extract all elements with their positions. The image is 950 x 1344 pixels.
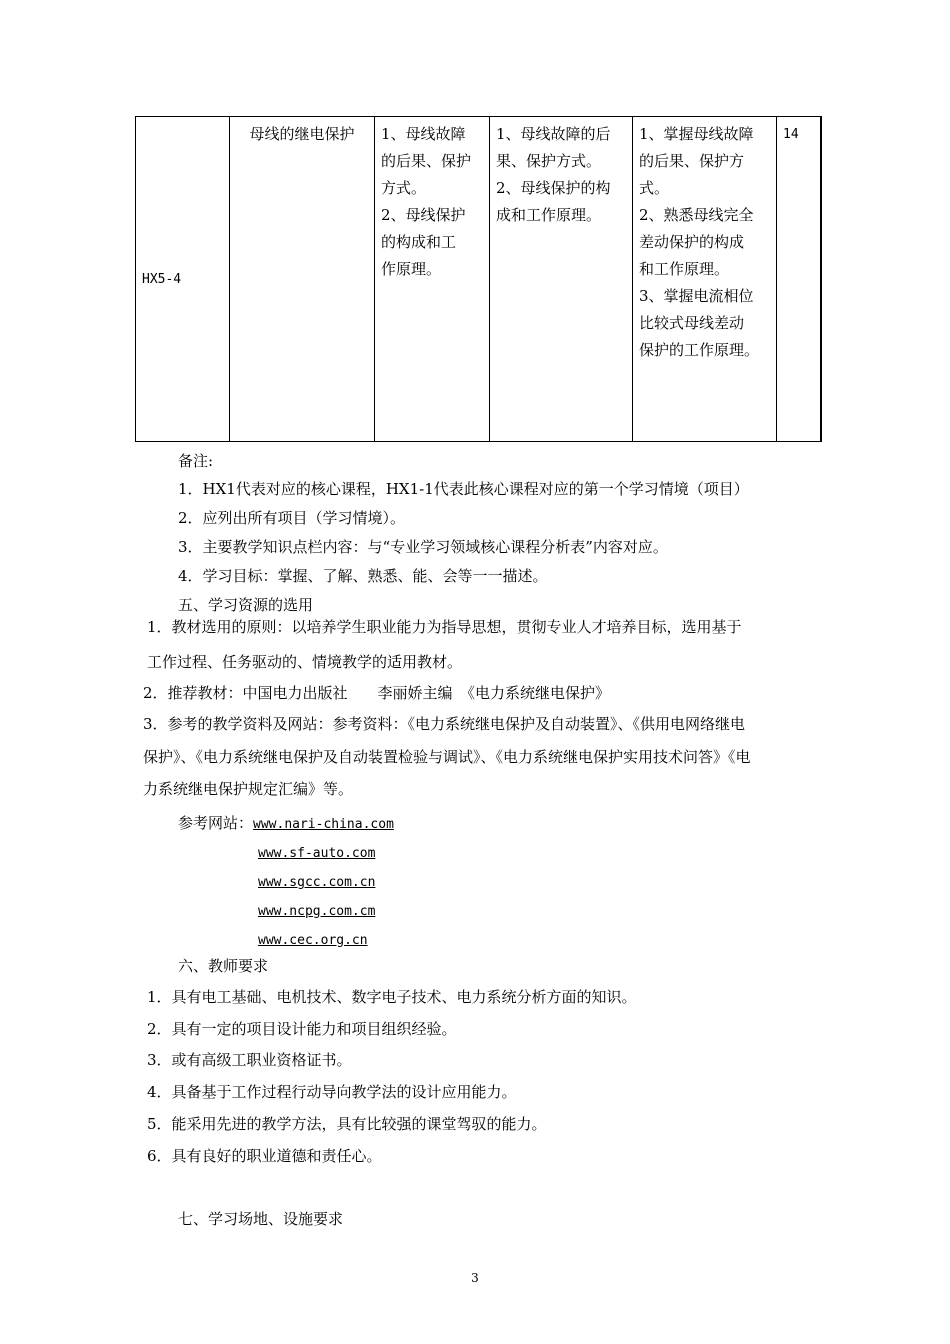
section5-paragraph: 力系统继电保护规定汇编》等。 (143, 780, 354, 798)
note-item: 2．应列出所有项目（学习情境）。 (178, 509, 406, 527)
website-link[interactable]: www.cec.org.cn (258, 933, 368, 948)
goal-line: 3、掌握电流相位 (639, 287, 754, 305)
websites-row (258, 929, 368, 951)
teacher-requirement: 2．具有一定的项目设计能力和项目组织经验。 (147, 1020, 457, 1038)
websites-row (258, 871, 375, 893)
content-line: 2、母线保护 (381, 206, 466, 224)
knowledge-points-cell (490, 117, 633, 442)
section5-paragraph: 2．推荐教材：中国电力出版社 李丽娇主编 《电力系统继电保护》 (143, 684, 611, 702)
page-number: 3 (471, 1271, 479, 1285)
section5-paragraph: 3．参考的教学资料及网站：参考资料：《电力系统继电保护及自动装置》、《供用电网络继电 (143, 715, 746, 733)
goal-line: 差动保护的构成 (639, 233, 745, 251)
websites-row (258, 842, 375, 864)
website-link[interactable]: www.ncpg.com.cm (258, 904, 376, 919)
knowledge-line: 1、母线故障的后 (496, 125, 611, 143)
situation-code-text: HX5-4 (142, 271, 182, 287)
content-line: 的后果、保护 (381, 152, 472, 170)
table-row (136, 117, 821, 442)
websites-row (178, 813, 394, 835)
learning-content-cell (375, 117, 490, 442)
note-item: 1．HX1代表对应的核心课程，HX1-1代表此核心课程对应的第一个学习情境（项目） (178, 480, 749, 498)
content-line: 的构成和工 (381, 233, 457, 251)
goal-line: 保护的工作原理。 (639, 341, 760, 359)
notes-heading: 备注: (178, 452, 214, 470)
teacher-requirement: 5．能采用先进的教学方法，具有比较强的课堂驾驭的能力。 (147, 1115, 547, 1133)
section5-paragraph: 1．教材选用的原则：以培养学生职业能力为指导思想，贯彻专业人才培养目标，选用基于 (147, 618, 742, 636)
goal-line: 2、熟悉母线完全 (639, 206, 754, 224)
goal-line: 的后果、保护方 (639, 152, 745, 170)
websites-row (258, 900, 375, 922)
teacher-requirement: 4．具备基于工作过程行动导向教学法的设计应用能力。 (147, 1083, 517, 1101)
situation-code (136, 117, 230, 442)
knowledge-line: 果、保护方式。 (496, 152, 602, 170)
goal-line: 1、掌握母线故障 (639, 125, 754, 143)
course-table (135, 116, 822, 442)
content-line: 作原理。 (381, 260, 442, 278)
website-link[interactable]: www.sf-auto.com (258, 846, 376, 861)
hours-text: 14 (783, 127, 799, 142)
website-link[interactable]: www.sgcc.com.cn (258, 875, 376, 890)
section5-heading: 五、学习资源的选用 (178, 596, 314, 614)
website-link[interactable]: www.nari-china.com (253, 817, 394, 832)
section7-heading: 七、学习场地、设施要求 (178, 1210, 344, 1228)
content-line: 1、母线故障 (381, 125, 466, 143)
situation-title-text: 母线的继电保护 (249, 125, 355, 143)
learning-goals-cell (633, 117, 777, 442)
section5-paragraph: 工作过程、任务驱动的、情境教学的适用教材。 (147, 653, 463, 671)
websites-label: 参考网站： (178, 814, 254, 832)
section6-heading: 六、教师要求 (178, 957, 269, 975)
goal-line: 式。 (639, 179, 670, 197)
goal-line: 和工作原理。 (639, 260, 730, 278)
knowledge-line: 2、母线保护的构 (496, 179, 611, 197)
content-line: 方式。 (381, 179, 427, 197)
note-item: 4．学习目标：掌握、了解、熟悉、能、会等一一描述。 (178, 567, 548, 585)
situation-title (230, 117, 375, 442)
teacher-requirement: 1．具有电工基础、电机技术、数字电子技术、电力系统分析方面的知识。 (147, 988, 637, 1006)
section5-paragraph: 保护》、《电力系统继电保护及自动装置检验与调试》、《电力系统继电保护实用技术问答》《电 (143, 748, 751, 766)
goal-line: 比较式母线差动 (639, 314, 745, 332)
teacher-requirement: 3．或有高级工职业资格证书。 (147, 1051, 352, 1069)
knowledge-line: 成和工作原理。 (496, 206, 602, 224)
teacher-requirement: 6．具有良好的职业道德和责任心。 (147, 1147, 382, 1165)
note-item: 3．主要教学知识点栏内容：与“专业学习领域核心课程分析表”内容对应。 (178, 538, 668, 556)
hours-cell (777, 117, 821, 442)
